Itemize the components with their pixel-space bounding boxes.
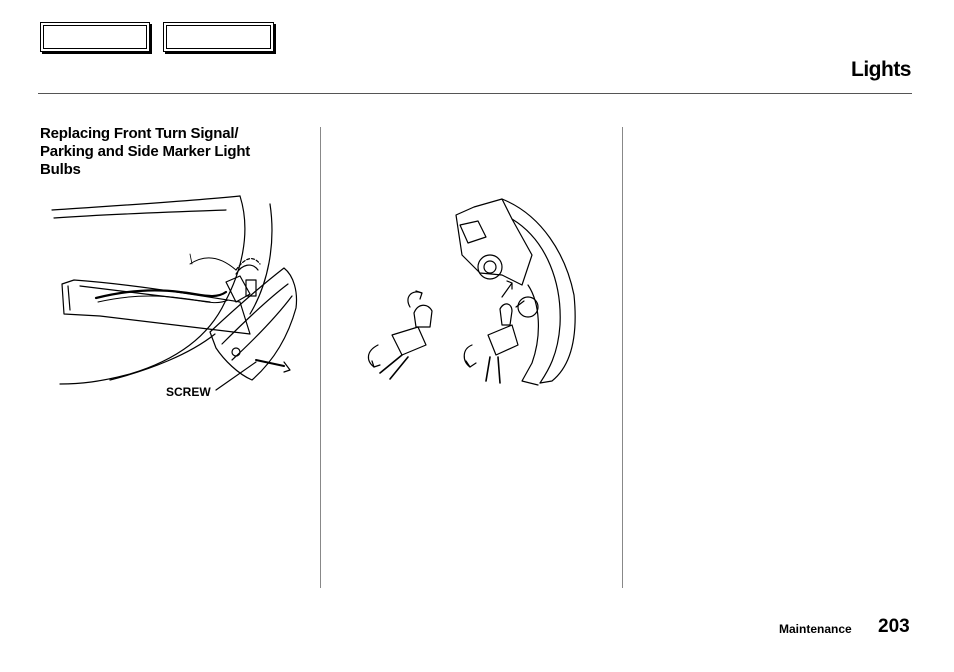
section-heading: Replacing Front Turn Signal/ Parking and Side Marker Light Bulbs	[40, 125, 251, 178]
nav-button-2-frame	[166, 25, 271, 49]
nav-button-2[interactable]	[163, 22, 274, 52]
page-title: Lights	[851, 58, 911, 81]
front-turn-signal-illustration	[40, 184, 306, 402]
header-rule	[38, 93, 912, 94]
nav-button-1-frame	[43, 25, 147, 49]
nav-button-1[interactable]	[40, 22, 150, 52]
column-divider-2	[622, 127, 623, 588]
column-divider-1	[320, 127, 321, 588]
footer-section-name: Maintenance	[779, 622, 852, 636]
screw-callout-label: SCREW	[166, 385, 211, 399]
page-number: 203	[878, 616, 910, 637]
bulb-socket-removal-illustration	[352, 185, 588, 403]
